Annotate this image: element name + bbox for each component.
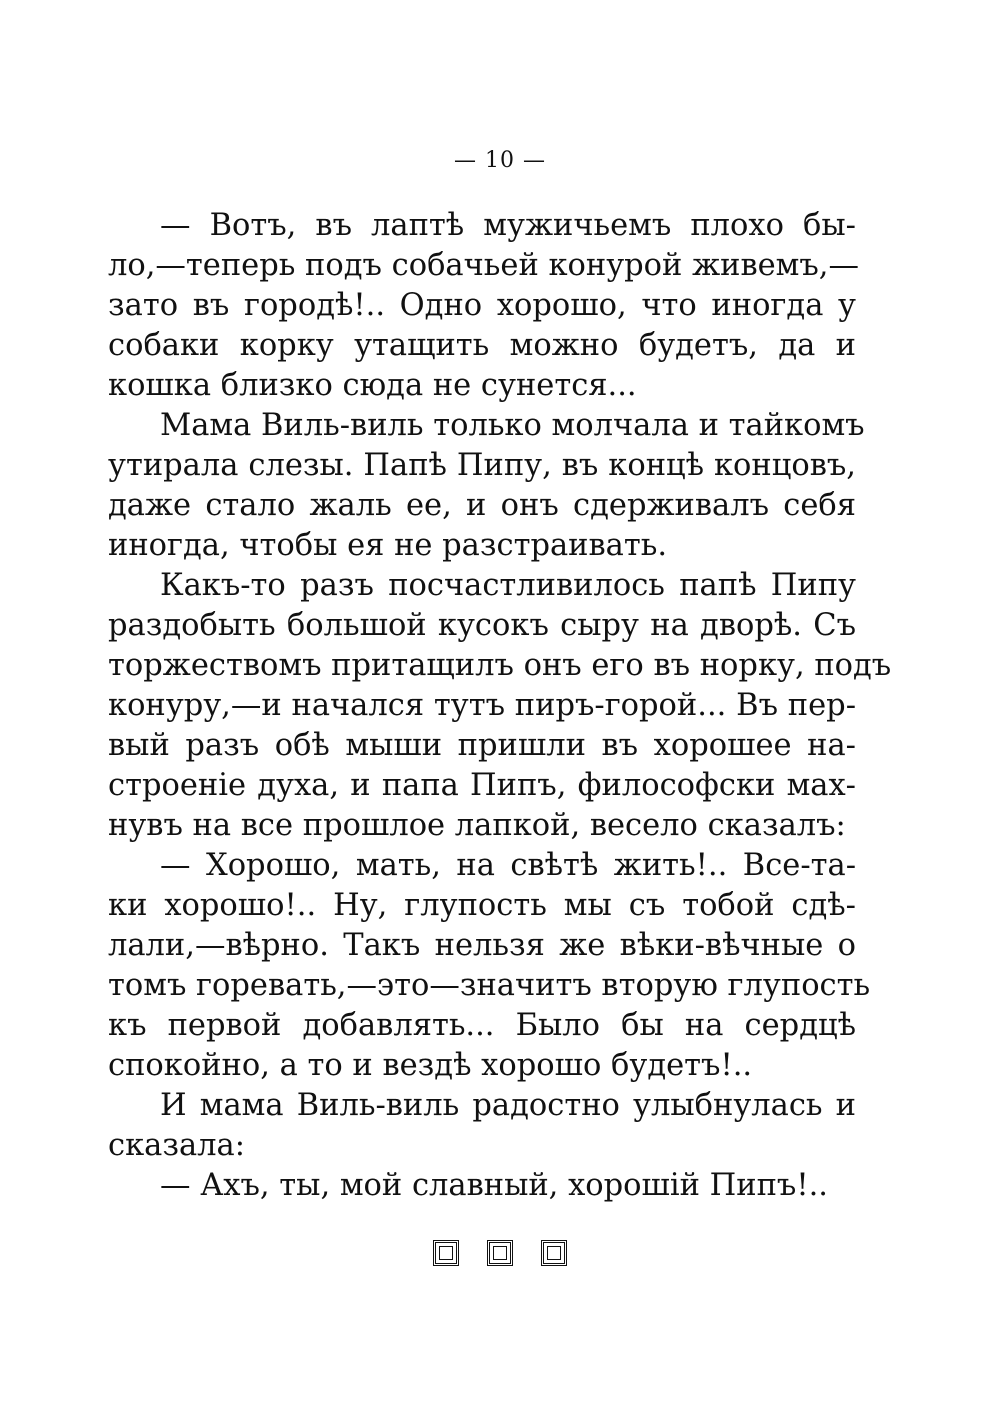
text-line: сказала: [108, 1128, 245, 1163]
text-line: Мама Виль-виль только молчала и тайкомъ [160, 408, 865, 443]
text-line: спокойно, а то и вездѣ хорошо будетъ!.. [108, 1048, 753, 1083]
text-line: къ первой добавлять... Было бы на сердцѣ [108, 1008, 856, 1043]
ornament-square-icon [433, 1240, 459, 1266]
text-line: конуру,—и начался тутъ пиръ-горой... Въ пер- [108, 688, 856, 723]
text-line: Какъ-то разъ посчастливилось папѣ Пипу [160, 568, 856, 603]
text-line: раздобыть большой кусокъ сыру на дворѣ. Съ [108, 608, 856, 643]
text-line: утирала слезы. Папѣ Пипу, въ концѣ концовъ, [108, 448, 856, 483]
ornament-square-icon [487, 1240, 513, 1266]
text-line: ки хорошо!.. Ну, глупость мы съ тобой сдѣ- [108, 888, 856, 923]
text-line: нувъ на все прошлое лапкой, весело сказалъ: [108, 808, 846, 843]
text-line: строеніе духа, и папа Пипъ, философски мах- [108, 768, 856, 803]
text-line: — Вотъ, въ лаптѣ мужичьемъ плохо бы- [160, 208, 856, 243]
text-line: зато въ городѣ!.. Одно хорошо, что иногда у [108, 288, 856, 323]
ornament-square-icon [541, 1240, 567, 1266]
text-line: вый разъ обѣ мыши пришли въ хорошее на- [108, 728, 856, 763]
text-line: И мама Виль-виль радостно улыбнулась и [160, 1088, 856, 1123]
text-line: — Ахъ, ты, мой славный, хорошій Пипъ!.. [160, 1168, 828, 1203]
text-line: иногда, чтобы ея не разстраивать. [108, 528, 668, 563]
text-line: лали,—вѣрно. Такъ нельзя же вѣки-вѣчные о [108, 928, 856, 963]
text-line: собаки корку утащить можно будетъ, да и [108, 328, 856, 363]
text-line: томъ горевать,—это—значитъ вторую глупость [108, 968, 871, 1003]
text-line: — Хорошо, мать, на свѣтѣ жить!.. Все-та- [160, 848, 856, 883]
page-number: — 10 — [454, 148, 546, 173]
text-line: даже стало жаль ее, и онъ сдерживалъ себя [108, 488, 856, 523]
text-line: торжествомъ притащилъ онъ его въ норку, подъ [108, 648, 892, 683]
text-line: кошка близко сюда не сунется... [108, 368, 637, 403]
body-text [108, 206, 892, 1206]
section-end-ornament [0, 1240, 1000, 1266]
text-line: ло,—теперь подъ собачьей конурой живемъ,— [108, 248, 860, 283]
